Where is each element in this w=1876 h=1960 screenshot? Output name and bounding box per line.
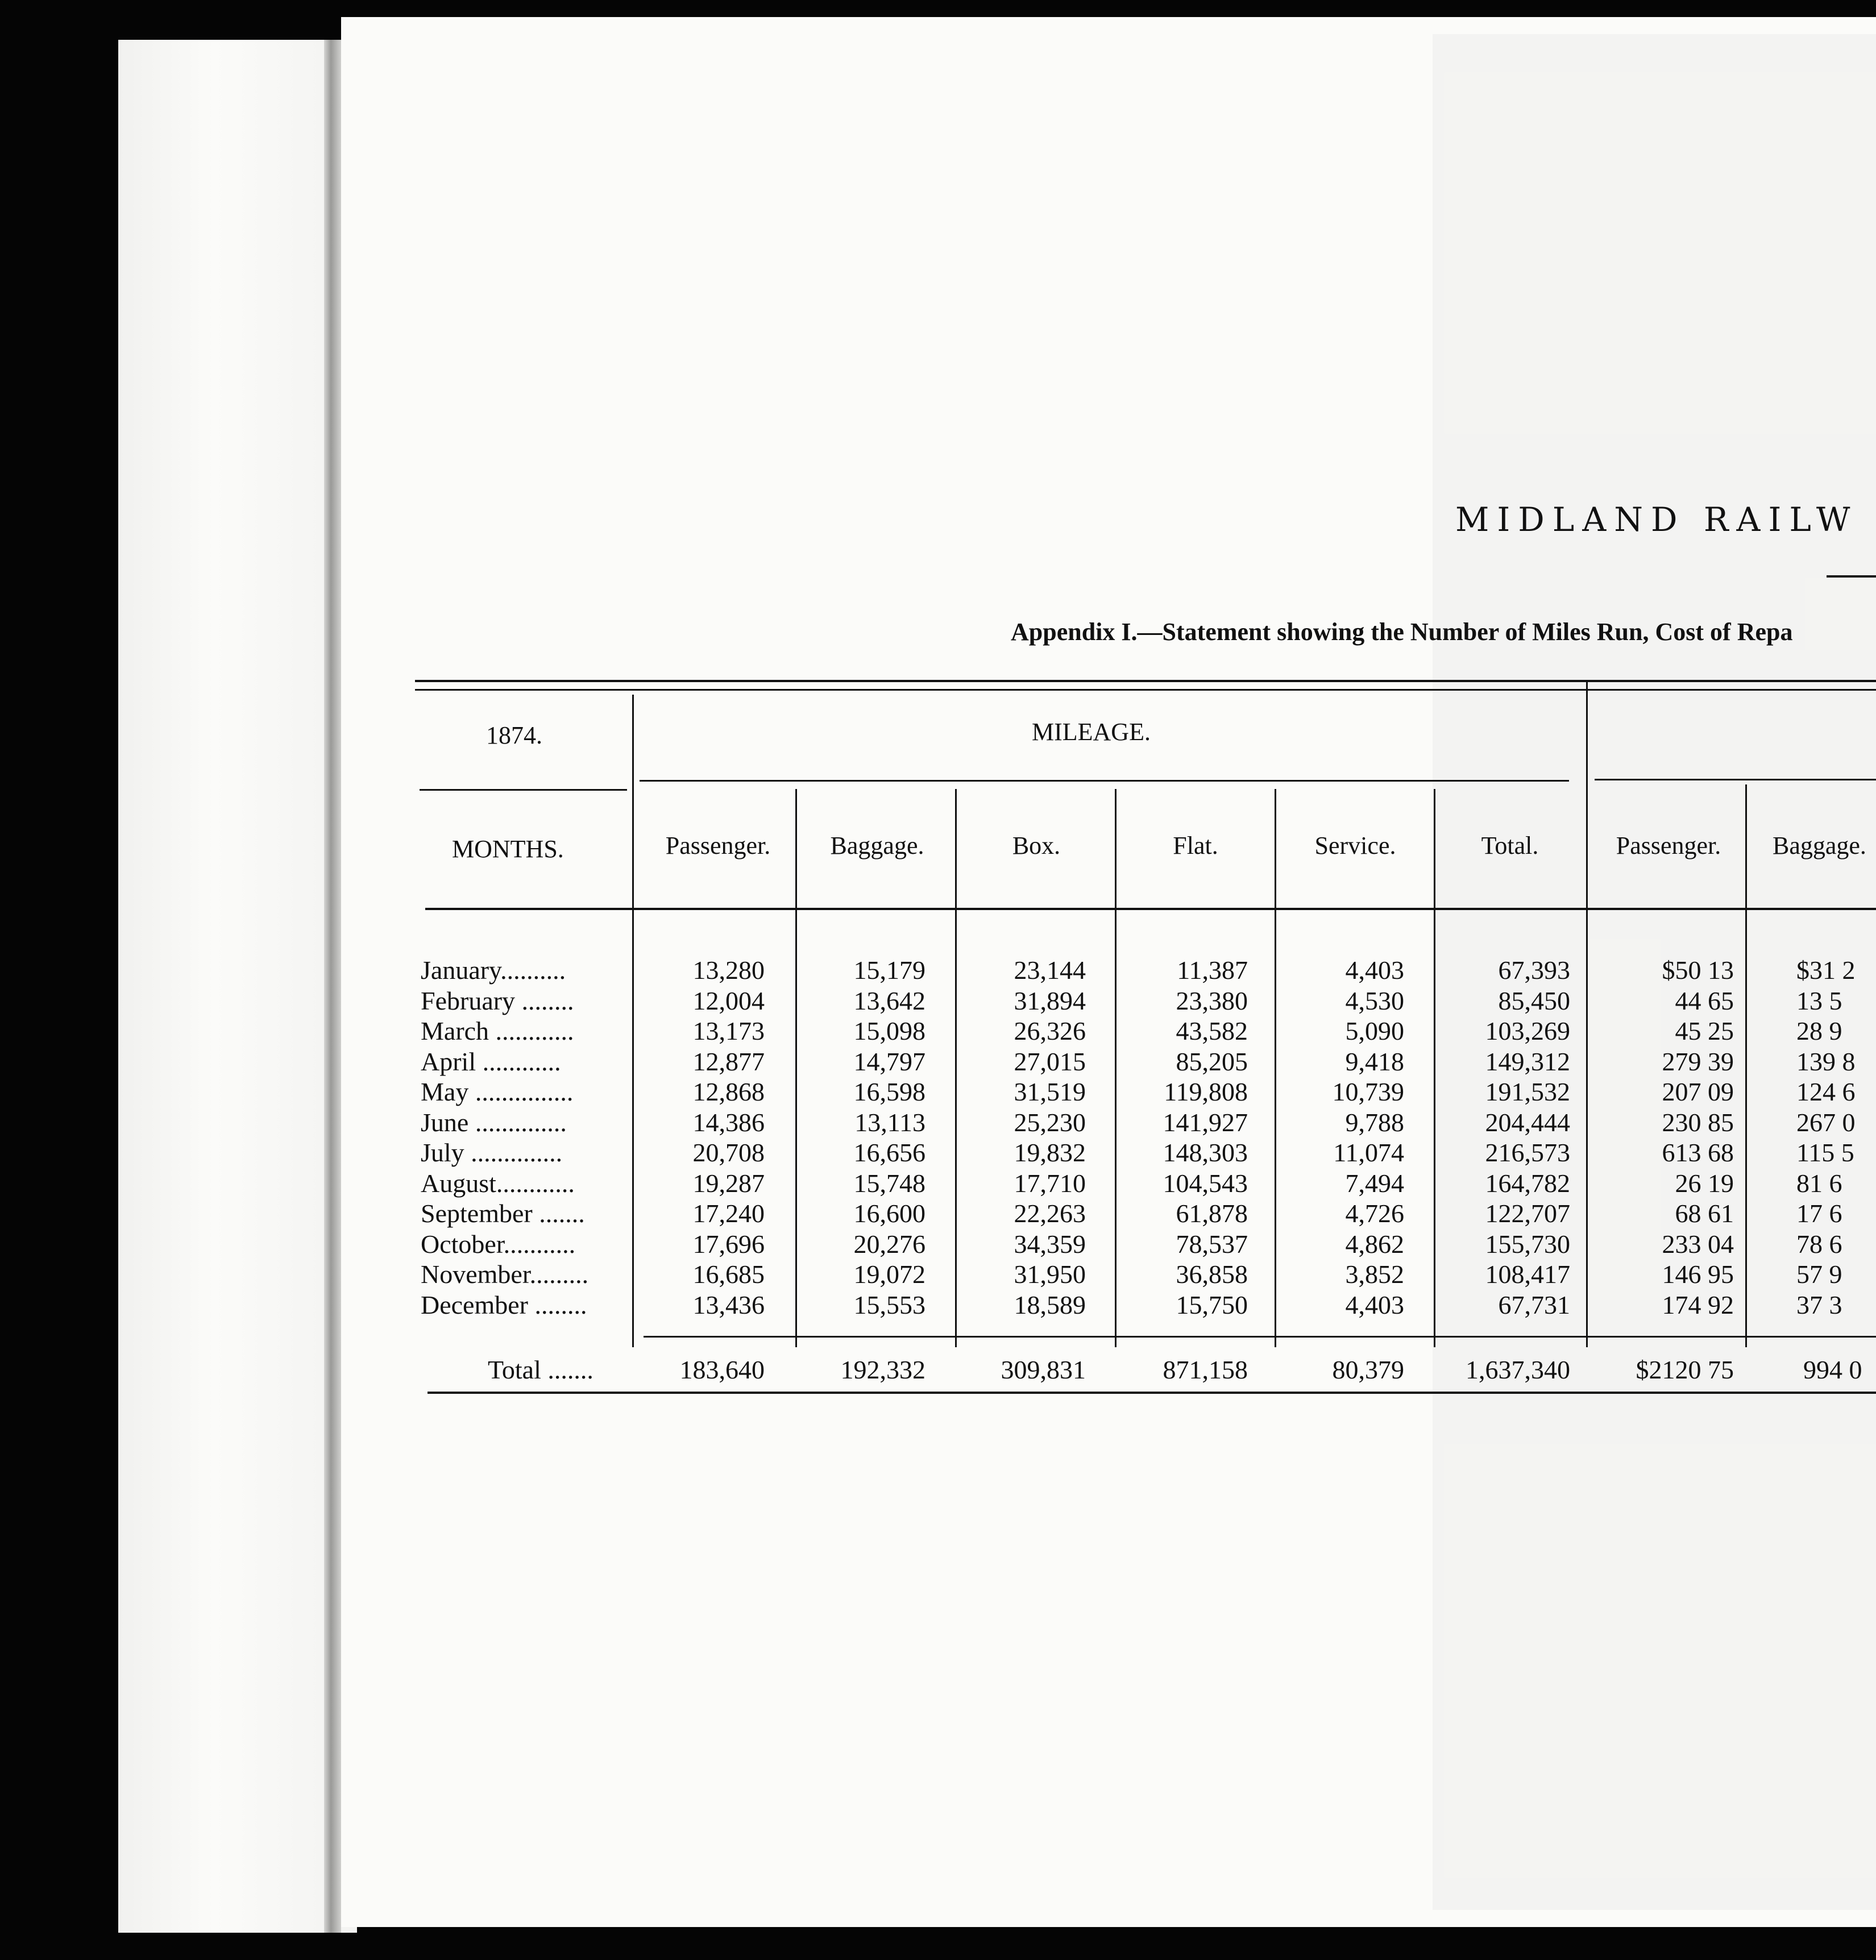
table-cell: 16,656 (853, 1138, 925, 1167)
row-month-label: January.......... (421, 956, 566, 985)
table-cell: 19,287 (692, 1169, 765, 1198)
table-cell: 17,710 (1014, 1169, 1086, 1198)
table-cell: 15,750 (1176, 1290, 1248, 1319)
table-cell: 149,312 (1485, 1047, 1570, 1076)
table-cell: 18,589 (1014, 1290, 1086, 1319)
col-separator (1275, 789, 1276, 1347)
table-cell: 13,280 (692, 956, 765, 985)
table-cell: 139 8 (1796, 1047, 1856, 1076)
col-separator (1586, 682, 1588, 1347)
left-page (118, 40, 357, 1933)
column-header: Service. (1314, 832, 1396, 859)
table-cell: 7,494 (1345, 1169, 1404, 1198)
table-cell: 20,276 (853, 1230, 925, 1259)
table-cell: 44 65 (1675, 986, 1734, 1015)
table-cell: 78 6 (1796, 1230, 1842, 1259)
table-cell: 36,858 (1176, 1260, 1248, 1289)
table-cell: 31,519 (1014, 1077, 1086, 1106)
total-cell: 80,379 (1332, 1355, 1404, 1384)
table-cell: 119,808 (1164, 1077, 1248, 1106)
table-cell: 31,950 (1014, 1260, 1086, 1289)
row-month-label: December ........ (421, 1290, 587, 1319)
group-rule (640, 780, 1569, 782)
table-cell: 34,359 (1014, 1230, 1086, 1259)
table-cell: 207 09 (1662, 1077, 1734, 1106)
table-cell: 45 25 (1675, 1016, 1734, 1045)
table-cell: 4,862 (1345, 1230, 1404, 1259)
table-cell: 108,417 (1485, 1260, 1570, 1289)
table-cell: 148,303 (1163, 1138, 1248, 1167)
table-cell: 13,642 (853, 986, 925, 1015)
bottom-rule (428, 1392, 1876, 1394)
total-cell: 183,640 (679, 1355, 765, 1384)
table-cell: 191,532 (1485, 1077, 1570, 1106)
table-cell: 12,004 (692, 986, 765, 1015)
total-cell: 309,831 (1001, 1355, 1086, 1384)
table-cell: 13 5 (1796, 986, 1842, 1015)
table-cell: 14,386 (692, 1108, 765, 1137)
row-month-label: November......... (421, 1260, 589, 1289)
table-cell: 85,450 (1498, 986, 1570, 1015)
table-cell: 9,418 (1345, 1047, 1404, 1076)
total-cell: 994 0 (1803, 1355, 1862, 1384)
column-header: Passenger. (665, 832, 771, 859)
column-header: Total. (1481, 832, 1539, 859)
table-cell: 68 61 (1675, 1199, 1734, 1228)
table-cell: 26 19 (1675, 1169, 1734, 1198)
table-cell: 104,543 (1163, 1169, 1248, 1198)
table-cell: 174 92 (1662, 1290, 1734, 1319)
table-cell: 81 6 (1796, 1169, 1842, 1198)
total-cell: 192,332 (840, 1355, 925, 1384)
table-cell: 11,074 (1333, 1138, 1404, 1167)
table-cell: 4,530 (1345, 986, 1404, 1015)
column-header: Flat. (1173, 832, 1218, 859)
book-gutter (324, 40, 341, 1933)
table-cell: 267 0 (1796, 1108, 1856, 1137)
table-cell: 11,387 (1177, 956, 1248, 985)
table-cell: 43,582 (1176, 1016, 1248, 1045)
table-cell: 279 39 (1662, 1047, 1734, 1076)
table-cell: 164,782 (1485, 1169, 1570, 1198)
table-cell: 12,877 (692, 1047, 765, 1076)
table-cell: 13,173 (692, 1016, 765, 1045)
table-cell: 19,832 (1014, 1138, 1086, 1167)
year-label: 1874. (486, 721, 542, 749)
group-rule (1595, 779, 1876, 780)
table-cell: 20,708 (692, 1138, 765, 1167)
table-cell: 23,144 (1014, 956, 1086, 985)
table-cell: 85,205 (1176, 1047, 1248, 1076)
table-cell: 122,707 (1485, 1199, 1570, 1228)
table-cell: 216,573 (1485, 1138, 1570, 1167)
table-cell: 103,269 (1485, 1016, 1570, 1045)
column-header: Passenger. (1616, 832, 1721, 859)
table-cell: 61,878 (1176, 1199, 1248, 1228)
table-cell: 4,726 (1345, 1199, 1404, 1228)
table-cell: 14,797 (853, 1047, 925, 1076)
table-cell: 67,393 (1498, 956, 1570, 985)
table-cell: 15,748 (853, 1169, 925, 1198)
months-header: MONTHS. (452, 835, 564, 863)
column-header: Baggage. (1773, 832, 1866, 859)
table-cell: 124 6 (1796, 1077, 1856, 1106)
total-cell: 1,637,340 (1466, 1355, 1570, 1384)
table-cell: 3,852 (1345, 1260, 1404, 1289)
year-rule (420, 789, 627, 791)
table-cell: 155,730 (1485, 1230, 1570, 1259)
col-separator (1115, 789, 1117, 1347)
row-month-label: March ............ (421, 1016, 574, 1045)
mileage-header: MILEAGE. (1032, 718, 1151, 746)
row-month-label: July .............. (421, 1138, 563, 1167)
column-header: Baggage. (830, 832, 924, 859)
table-cell: 4,403 (1345, 956, 1404, 985)
row-month-label: August............ (421, 1169, 575, 1198)
row-month-label: June .............. (421, 1108, 567, 1137)
table-cell: 230 85 (1662, 1108, 1734, 1137)
col-separator (1745, 784, 1747, 1347)
row-month-label: October........... (421, 1230, 576, 1259)
header-rule (425, 908, 1876, 910)
table-caption: Appendix I.—Statement showing the Number of Miles Run, Cost of Repa (1011, 618, 1793, 646)
table-cell: 15,179 (853, 956, 925, 985)
table-cell: 17,696 (692, 1230, 765, 1259)
table-cell: $31 2 (1796, 956, 1856, 985)
total-top-rule (644, 1336, 1876, 1338)
title-rule (1827, 575, 1876, 578)
table-cell: 16,685 (692, 1260, 765, 1289)
top-rule (415, 689, 1876, 691)
table-cell: 27,015 (1014, 1047, 1086, 1076)
table-cell: 115 5 (1796, 1138, 1854, 1167)
table-cell: 16,598 (853, 1077, 925, 1106)
table-cell: 19,072 (853, 1260, 925, 1289)
table-cell: $50 13 (1662, 956, 1734, 985)
col-separator (955, 789, 957, 1347)
table-cell: 9,788 (1345, 1108, 1404, 1137)
table-cell: 17,240 (692, 1199, 765, 1228)
table-cell: 67,731 (1498, 1290, 1570, 1319)
table-cell: 204,444 (1485, 1108, 1570, 1137)
row-month-label: September ....... (421, 1199, 585, 1228)
table-cell: 22,263 (1014, 1199, 1086, 1228)
table-cell: 4,403 (1345, 1290, 1404, 1319)
table-cell: 141,927 (1163, 1108, 1248, 1137)
col-separator (795, 789, 797, 1347)
table-cell: 613 68 (1662, 1138, 1734, 1167)
table-cell: 37 3 (1796, 1290, 1842, 1319)
table-cell: 13,436 (692, 1290, 765, 1319)
row-month-label: April ............ (421, 1047, 561, 1076)
table-cell: 57 9 (1796, 1260, 1842, 1289)
table-cell: 16,600 (853, 1199, 925, 1228)
table-cell: 13,113 (854, 1108, 925, 1137)
table-cell: 23,380 (1176, 986, 1248, 1015)
total-label: Total ....... (488, 1355, 593, 1384)
col-separator (1434, 789, 1435, 1347)
table-cell: 146 95 (1662, 1260, 1734, 1289)
table-cell: 233 04 (1662, 1230, 1734, 1259)
table-cell: 78,537 (1176, 1230, 1248, 1259)
col-separator (632, 695, 634, 1347)
table-cell: 28 9 (1796, 1016, 1842, 1045)
table-cell: 26,326 (1014, 1016, 1086, 1045)
table-cell: 25,230 (1014, 1108, 1086, 1137)
total-cell: 871,158 (1163, 1355, 1248, 1384)
table-cell: 17 6 (1796, 1199, 1842, 1228)
table-cell: 12,868 (692, 1077, 765, 1106)
row-month-label: May ............... (421, 1077, 574, 1106)
top-rule (415, 680, 1876, 682)
row-month-label: February ........ (421, 986, 574, 1015)
table-cell: 5,090 (1345, 1016, 1404, 1045)
page-title: MIDLAND RAILW (1455, 500, 1858, 539)
table-cell: 10,739 (1332, 1077, 1404, 1106)
table-cell: 15,098 (853, 1016, 925, 1045)
total-cell: $2120 75 (1636, 1355, 1734, 1384)
table-cell: 31,894 (1014, 986, 1086, 1015)
column-header: Box. (1012, 832, 1061, 859)
table-cell: 15,553 (853, 1290, 925, 1319)
